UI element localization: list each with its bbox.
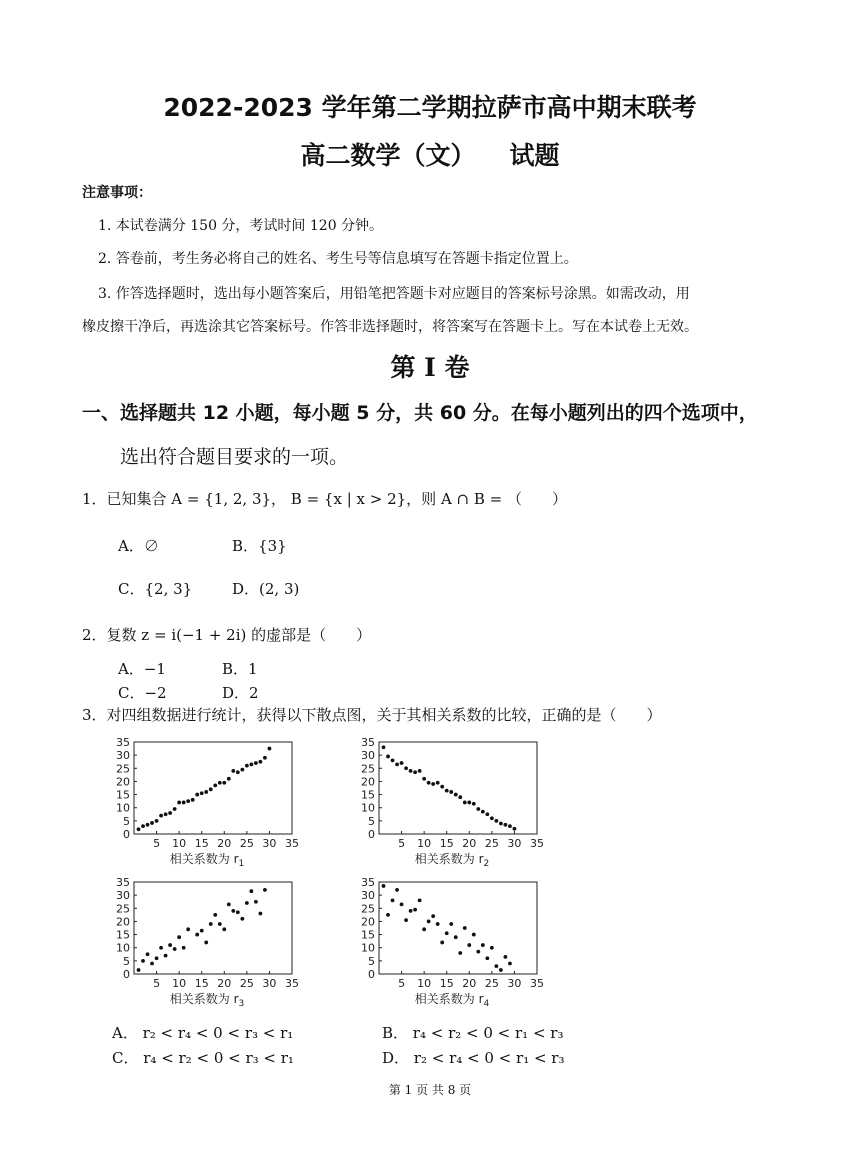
scatter-point (499, 968, 503, 972)
scatter-point (186, 799, 190, 803)
x-tick-label: 5 (153, 977, 161, 990)
scatter-point (168, 943, 172, 947)
scatter-point (472, 933, 476, 937)
x-axis-label: 相关系数为 $r_1$ (169, 852, 245, 868)
scatter-point (209, 787, 213, 791)
scatter-point (231, 769, 235, 773)
scatter-plot-r3 (100, 874, 320, 1008)
scatter-point (422, 927, 426, 931)
scatter-point (485, 956, 489, 960)
scatter-point (155, 819, 159, 823)
y-tick-label: 30 (116, 749, 130, 763)
exam-title: 2022-2023 学年第二学期拉萨市高中期末联考 (163, 93, 697, 122)
q1-option-a: A．∅ (118, 537, 159, 555)
scatter-point (254, 761, 258, 765)
scatter-point (259, 760, 263, 764)
scatter-point (436, 781, 440, 785)
scatter-point (494, 819, 498, 823)
q1-option-d: D．(2, 3) (232, 580, 300, 598)
scatter-point (395, 888, 399, 892)
x-tick-label: 25 (484, 837, 499, 850)
q1-option-b: B．{3} (232, 537, 287, 555)
scatter-point (436, 922, 440, 926)
scatter-plot-r4 (345, 874, 565, 1008)
x-axis-label: 相关系数为 $r_2$ (414, 852, 490, 868)
page-footer: 第 1 页 共 8 页 (388, 1083, 472, 1097)
x-tick-label: 25 (239, 977, 254, 990)
scatter-point (494, 964, 498, 968)
x-tick-label: 5 (398, 837, 406, 850)
section-heading-line1: 一、选择题共 12 小题，每小题 5 分，共 60 分。在每小题列出的四个选项中， (82, 402, 758, 424)
scatter-point (245, 764, 249, 768)
scatter-point (146, 952, 150, 956)
scatter-point (449, 922, 453, 926)
exam-subtitle (0, 136, 860, 172)
scatter-point (213, 783, 217, 787)
x-tick-label: 25 (484, 977, 499, 990)
scatter-point (490, 816, 494, 820)
y-tick-label: 10 (116, 941, 130, 955)
y-tick-label: 30 (116, 889, 130, 903)
scatter-point (155, 956, 159, 960)
scatter-point (422, 777, 426, 781)
scatter-point (191, 798, 195, 802)
scatter-point (391, 899, 395, 903)
scatter-point (382, 884, 386, 888)
q2-option-b: B．1 (222, 660, 258, 678)
scatter-point (254, 900, 258, 904)
scatter-point (164, 812, 168, 816)
x-tick-label: 30 (262, 837, 277, 850)
scatter-point (458, 951, 462, 955)
q3-option-a: A． r₂ < r₄ < 0 < r₃ < r₁ (112, 1024, 294, 1042)
x-tick-label: 20 (462, 977, 477, 990)
scatter-point (222, 927, 226, 931)
scatter-point (382, 745, 386, 749)
scatter-point (195, 793, 199, 797)
q3-option-c: C． r₄ < r₂ < 0 < r₃ < r₁ (112, 1049, 294, 1067)
scatter-point (249, 762, 253, 766)
y-tick-label: 25 (116, 762, 130, 776)
scatter-point (200, 929, 204, 933)
scatter-point (404, 766, 408, 770)
y-tick-label: 30 (361, 749, 375, 763)
scatter-point (173, 947, 177, 951)
y-tick-label: 5 (123, 954, 130, 968)
scatter-point (186, 927, 190, 931)
y-tick-label: 5 (368, 954, 375, 968)
scatter-point (445, 789, 449, 793)
scatter-plot-r1 (100, 734, 320, 868)
x-tick-label: 10 (172, 977, 187, 990)
scatter-point (141, 824, 145, 828)
y-tick-label: 0 (368, 968, 375, 981)
y-tick-label: 10 (361, 801, 375, 815)
scatter-point (222, 781, 226, 785)
scatter-point (454, 793, 458, 797)
x-tick-label: 15 (194, 977, 209, 990)
scatter-point (431, 782, 435, 786)
y-tick-label: 20 (361, 915, 375, 929)
scatter-point (249, 889, 253, 893)
x-tick-label: 20 (217, 837, 232, 850)
x-tick-label: 20 (462, 837, 477, 850)
scatter-point (227, 902, 231, 906)
scatter-point (395, 762, 399, 766)
scatter-point (218, 781, 222, 785)
scatter-point (146, 823, 150, 827)
plot-frame (134, 882, 292, 974)
scatter-point (263, 756, 267, 760)
y-tick-label: 0 (123, 968, 130, 981)
scatter-point (508, 824, 512, 828)
scatter-point (400, 902, 404, 906)
q3-stem: 3．对四组数据进行统计，获得以下散点图，关于其相关系数的比较，正确的是（ ） (82, 706, 662, 724)
scatter-point (218, 922, 222, 926)
scatter-point (449, 790, 453, 794)
x-tick-label: 30 (507, 837, 522, 850)
y-tick-label: 10 (116, 801, 130, 815)
scatter-point (463, 926, 467, 930)
y-tick-label: 5 (123, 814, 130, 828)
volume-title: 第 I 卷 (390, 353, 470, 382)
paper-label: 试题 (509, 141, 560, 170)
q1-stem: 1．已知集合 A = {1, 2, 3}， B = {x | x > 2}，则 A ∩ B = （ ） (82, 490, 568, 508)
q2-stem: 2．复数 z = i(−1 + 2i) 的虚部是（ ） (82, 626, 372, 644)
x-tick-label: 35 (285, 837, 299, 850)
y-tick-label: 35 (116, 876, 130, 889)
y-tick-label: 25 (361, 902, 375, 916)
y-tick-label: 10 (361, 941, 375, 955)
scatter-point (231, 909, 235, 913)
scatter-point (159, 946, 163, 950)
scatter-point (236, 910, 240, 914)
scatter-point (209, 922, 213, 926)
scatter-point (137, 827, 141, 831)
scatter-point (409, 769, 413, 773)
scatter-point (445, 931, 449, 935)
scatter-point (386, 755, 390, 759)
scatter-point (141, 959, 145, 963)
x-tick-label: 10 (417, 837, 432, 850)
q2-option-d: D．2 (222, 684, 259, 702)
notice-heading: 注意事项： (82, 185, 152, 201)
q2-option-a: A．−1 (118, 660, 166, 678)
scatter-point (427, 920, 431, 924)
x-tick-label: 35 (530, 977, 544, 990)
scatter-point (259, 912, 263, 916)
scatter-point (404, 918, 408, 922)
scatter-plot-r2 (345, 734, 565, 868)
x-tick-label: 5 (398, 977, 406, 990)
scatter-point (427, 781, 431, 785)
scatter-point (458, 795, 462, 799)
scatter-point (467, 943, 471, 947)
scatter-point (150, 962, 154, 966)
y-tick-label: 15 (361, 788, 375, 802)
scatter-point (418, 899, 422, 903)
scatter-point (467, 801, 471, 805)
q1-option-c: C．{2, 3} (118, 580, 193, 598)
scatter-point (504, 823, 508, 827)
x-tick-label: 5 (153, 837, 161, 850)
scatter-point (481, 810, 485, 814)
x-tick-label: 35 (285, 977, 299, 990)
notice-item-3-line2: 橡皮擦干净后，再选涂其它答案标号。作答非选择题时，将答案写在答题卡上。写在本试卷上无效。 (82, 319, 698, 335)
scatter-point (137, 968, 141, 972)
y-tick-label: 15 (116, 928, 130, 942)
y-tick-label: 20 (116, 775, 130, 789)
scatter-point (200, 791, 204, 795)
scatter-point (236, 770, 240, 774)
scatter-point (268, 747, 272, 751)
subject-label: 高二数学（文） (300, 141, 476, 170)
scatter-point (499, 822, 503, 826)
x-tick-label: 10 (417, 977, 432, 990)
scatter-point (177, 801, 181, 805)
scatter-point (245, 901, 249, 905)
y-tick-label: 35 (361, 876, 375, 889)
scatter-point (454, 935, 458, 939)
x-tick-label: 30 (507, 977, 522, 990)
scatter-point (204, 790, 208, 794)
q3-option-b: B． r₄ < r₂ < 0 < r₁ < r₃ (382, 1024, 564, 1042)
notice-item-3-line1: 3. 作答选择题时，选出每小题答案后，用铅笔把答题卡对应题目的答案标号涂黑。如需改动，用 (98, 286, 690, 302)
y-tick-label: 0 (123, 828, 130, 841)
x-axis-label: 相关系数为 $r_4$ (414, 992, 490, 1008)
scatter-point (513, 827, 517, 831)
plot-frame (379, 742, 537, 834)
y-tick-label: 35 (116, 736, 130, 749)
scatter-point (159, 814, 163, 818)
scatter-point (164, 954, 168, 958)
scatter-point (177, 935, 181, 939)
plot-frame (379, 882, 537, 974)
x-axis-label: 相关系数为 $r_3$ (169, 992, 245, 1008)
scatter-point (386, 913, 390, 917)
x-tick-label: 15 (439, 837, 454, 850)
x-tick-label: 15 (439, 977, 454, 990)
y-tick-label: 20 (361, 775, 375, 789)
scatter-point (418, 769, 422, 773)
scatter-point (463, 801, 467, 805)
scatter-point (413, 908, 417, 912)
scatter-point (240, 768, 244, 772)
y-tick-label: 0 (368, 828, 375, 841)
scatter-point (476, 950, 480, 954)
y-tick-label: 15 (361, 928, 375, 942)
scatter-point (173, 807, 177, 811)
x-tick-label: 35 (530, 837, 544, 850)
x-tick-label: 20 (217, 977, 232, 990)
q2-option-c: C．−2 (118, 684, 167, 702)
scatter-point (440, 785, 444, 789)
scatter-point (400, 761, 404, 765)
scatter-point (413, 770, 417, 774)
scatter-point (391, 759, 395, 763)
scatter-point (195, 933, 199, 937)
scatter-point (227, 777, 231, 781)
scatter-point (168, 811, 172, 815)
scatter-point (204, 941, 208, 945)
scatter-point (213, 913, 217, 917)
scatter-point (150, 821, 154, 825)
q3-option-d: D． r₂ < r₄ < 0 < r₁ < r₃ (382, 1049, 565, 1067)
y-tick-label: 25 (116, 902, 130, 916)
x-tick-label: 15 (194, 837, 209, 850)
scatter-point (504, 955, 508, 959)
notice-item-1: 1. 本试卷满分 150 分，考试时间 120 分钟。 (98, 218, 384, 234)
scatter-point (409, 909, 413, 913)
scatter-point (476, 807, 480, 811)
scatter-point (431, 914, 435, 918)
scatter-point (240, 917, 244, 921)
scatter-point (472, 802, 476, 806)
scatter-point (508, 962, 512, 966)
scatter-point (182, 801, 186, 805)
section-heading-line2: 选出符合题目要求的一项。 (120, 446, 349, 468)
y-tick-label: 25 (361, 762, 375, 776)
x-tick-label: 10 (172, 837, 187, 850)
notice-item-2: 2. 答卷前，考生务必将自己的姓名、考生号等信息填写在答题卡指定位置上。 (98, 251, 578, 267)
y-tick-label: 30 (361, 889, 375, 903)
x-tick-label: 25 (239, 837, 254, 850)
scatter-point (263, 888, 267, 892)
y-tick-label: 20 (116, 915, 130, 929)
y-tick-label: 15 (116, 788, 130, 802)
scatter-point (440, 941, 444, 945)
scatter-point (485, 812, 489, 816)
y-tick-label: 35 (361, 736, 375, 749)
scatter-point (182, 946, 186, 950)
scatter-point (490, 946, 494, 950)
y-tick-label: 5 (368, 814, 375, 828)
x-tick-label: 30 (262, 977, 277, 990)
scatter-point (481, 943, 485, 947)
